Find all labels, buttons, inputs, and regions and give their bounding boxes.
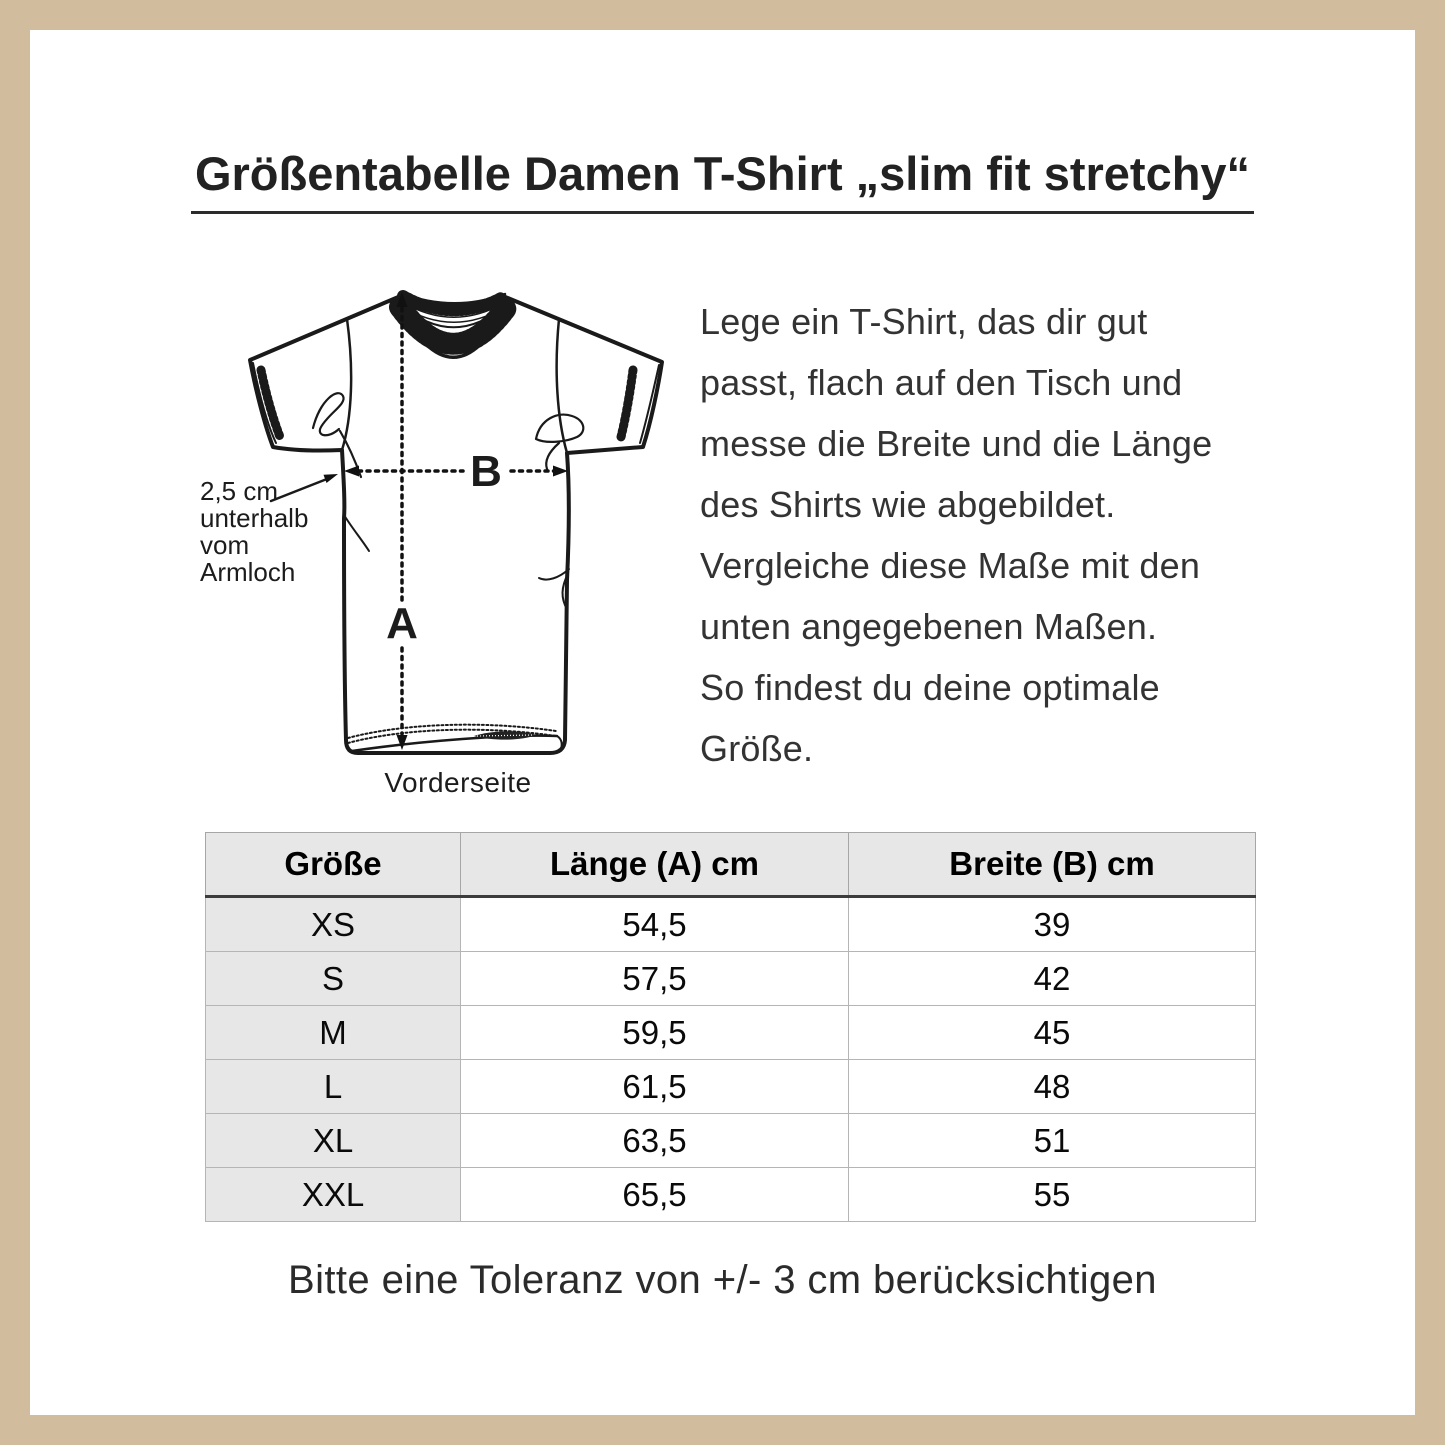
- instruction-line: des Shirts wie abgebildet.: [700, 484, 1116, 525]
- width-cell: 51: [849, 1114, 1256, 1168]
- instruction-line: Vergleiche diese Maße mit den: [700, 545, 1201, 586]
- page-title-wrap: [30, 146, 1415, 214]
- size-cell: S: [206, 952, 461, 1006]
- length-cell: 59,5: [461, 1006, 849, 1060]
- right-armhole-seam: [557, 319, 567, 453]
- width-cell: 39: [849, 897, 1256, 952]
- left-armpit-wrinkle: [313, 393, 344, 435]
- measure-a-label: A: [386, 599, 418, 648]
- length-cell: 61,5: [461, 1060, 849, 1114]
- measure-a-arrow-bottom: [397, 735, 408, 750]
- size-table: [205, 832, 1256, 1222]
- annotation-line-2: unterhalb: [200, 503, 309, 533]
- measure-b-arrow-right: [553, 466, 568, 477]
- tolerance-note: Bitte eine Toleranz von +/- 3 cm berücksichtigen: [288, 1258, 1157, 1302]
- length-cell: 57,5: [461, 952, 849, 1006]
- width-cell: 48: [849, 1060, 1256, 1114]
- instruction-line: passt, flach auf den Tisch und: [700, 362, 1183, 403]
- column-header-width: Breite (B) cm: [849, 833, 1256, 897]
- table-row: [206, 1114, 1256, 1168]
- instruction-line: Lege ein T-Shirt, das dir gut: [700, 301, 1148, 342]
- size-cell: XL: [206, 1114, 461, 1168]
- table-row: [206, 897, 1256, 952]
- annotation-line-3: vom: [200, 530, 250, 560]
- armhole-annotation-arrowhead: [324, 474, 339, 483]
- width-cell: 55: [849, 1168, 1256, 1222]
- length-cell: 54,5: [461, 897, 849, 952]
- length-cell: 65,5: [461, 1168, 849, 1222]
- column-header-size: Größe: [206, 833, 461, 897]
- page-title: Größentabelle Damen T-Shirt „slim fit stretchy“: [191, 146, 1254, 214]
- measuring-instructions: [700, 291, 1340, 779]
- size-cell: XS: [206, 897, 461, 952]
- left-armhole-seam: [342, 319, 351, 450]
- table-row: [206, 1006, 1256, 1060]
- table-row: [206, 1168, 1256, 1222]
- tshirt-outline: [250, 295, 662, 753]
- length-cell: 63,5: [461, 1114, 849, 1168]
- width-cell: 42: [849, 952, 1256, 1006]
- table-row: [206, 952, 1256, 1006]
- size-table-header-row: [206, 833, 1256, 897]
- size-cell: M: [206, 1006, 461, 1060]
- instruction-line: Größe.: [700, 728, 814, 769]
- width-cell: 45: [849, 1006, 1256, 1060]
- diagram-caption: Vorderseite: [384, 767, 532, 798]
- instruction-line: unten angegebenen Maßen.: [700, 606, 1158, 647]
- measure-b-label: B: [470, 447, 502, 496]
- annotation-line-4: Armloch: [200, 557, 296, 587]
- tshirt-measurement-diagram: [180, 270, 700, 800]
- armhole-annotation-arrow: [271, 477, 332, 501]
- right-waist-wrinkle-upper: [539, 569, 569, 580]
- size-cell: XXL: [206, 1168, 461, 1222]
- instruction-line: So findest du deine optimale: [700, 667, 1160, 708]
- right-armpit-wrinkle-tail: [546, 443, 559, 469]
- measure-b-arrow-left: [344, 466, 359, 477]
- instruction-line: messe die Breite und die Länge: [700, 423, 1213, 464]
- size-cell: L: [206, 1060, 461, 1114]
- left-side-wrinkle: [344, 515, 369, 551]
- hem-fold-line: [352, 736, 557, 751]
- column-header-length: Länge (A) cm: [461, 833, 849, 897]
- right-cuff-ribbing: [621, 370, 633, 437]
- table-row: [206, 1060, 1256, 1114]
- annotation-line-1: 2,5 cm: [200, 476, 279, 506]
